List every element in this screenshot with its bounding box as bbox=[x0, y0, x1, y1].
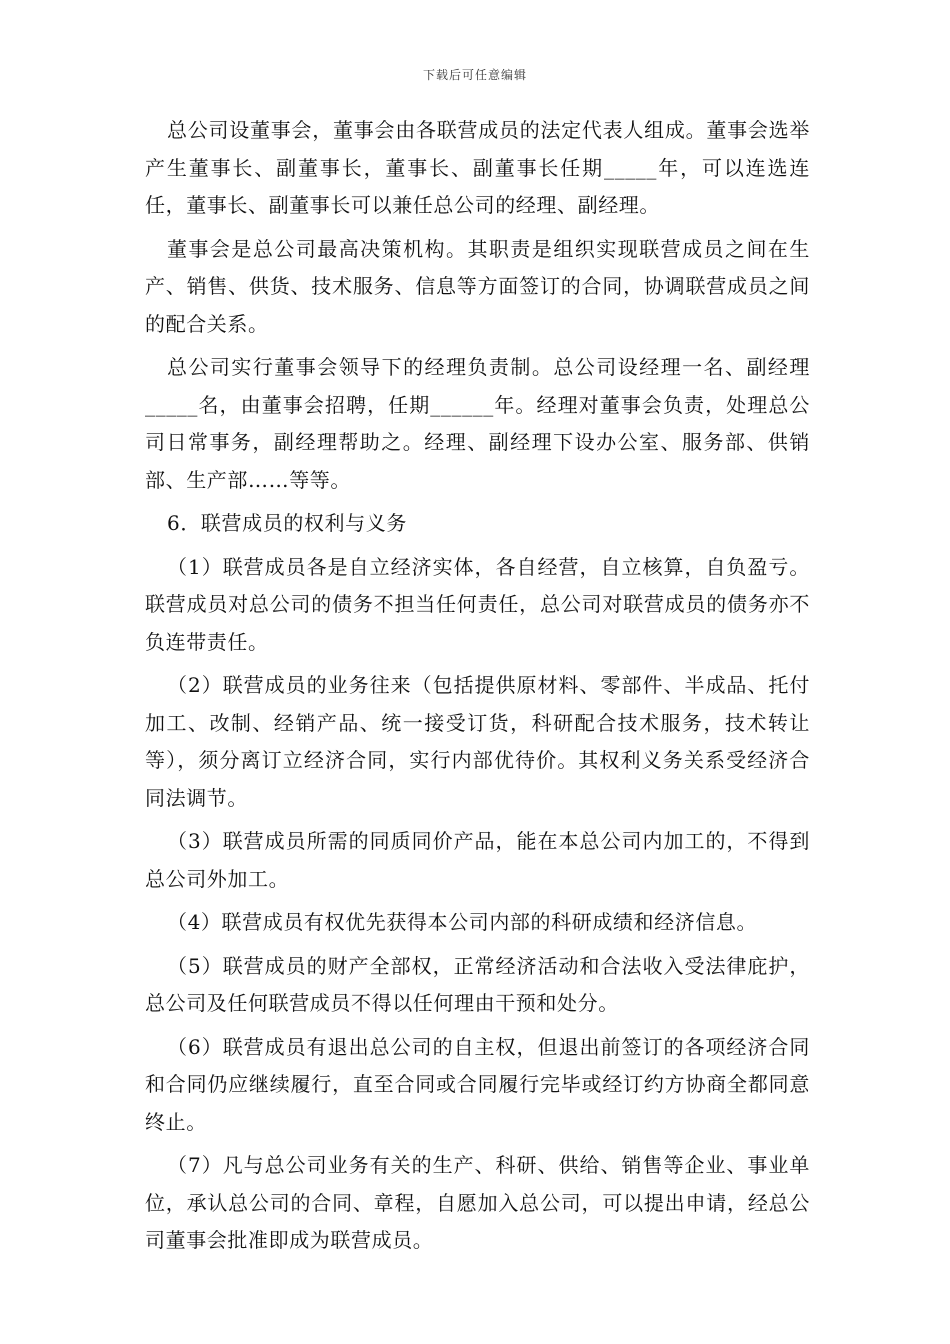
paragraph-item-4: （4）联营成员有权优先获得本公司内部的科研成绩和经济信息。 bbox=[167, 910, 758, 934]
paragraph-item-7: （7）凡与总公司业务有关的生产、科研、供给、销售等企业、事业单位，承认总公司的合同、章程，自愿加入总公司，可以提出申请，经总公司董事会批准即成为联营成员。 bbox=[145, 1153, 810, 1252]
paragraph-board-duties: 董事会是总公司最高决策机构。其职责是组织实现联营成员之间在生产、销售、供货、技术服务、信息等方面签订的合同，协调联营成员之间的配合关系。 bbox=[145, 236, 810, 336]
section-heading-rights-obligations: 6．联营成员的权利与义务 bbox=[167, 511, 407, 535]
paragraph-item-5: （5）联营成员的财产全部权，正常经济活动和合法收入受法律庇护，总公司及任何联营成员不得以任何理由干预和处分。 bbox=[145, 953, 810, 1015]
paragraph-item-3: （3）联营成员所需的同质同价产品，能在本总公司内加工的，不得到总公司外加工。 bbox=[145, 829, 810, 891]
page-header: 下载后可任意编辑 bbox=[422, 68, 527, 82]
paragraph-item-6: （6）联营成员有退出总公司的自主权，但退出前签订的各项经济合同和合同仍应继续履行，直至合同或合同履行完毕或经订约方协商全都同意终止。 bbox=[145, 1034, 810, 1134]
paragraph-item-2: （2）联营成员的业务往来（包括提供原材料、零部件、半成品、托付加工、改制、经销产品、统一接受订货，科研配合技术服务，技术转让等），须分离订立经济合同，实行内部优待价。其权利义务关系受经济合同法调节。 bbox=[145, 673, 810, 810]
paragraph-item-1: （1）联营成员各是自立经济实体，各自经营，自立核算，自负盈亏。联营成员对总公司的债务不担当任何责任，总公司对联营成员的债务亦不负连带责任。 bbox=[145, 554, 810, 654]
document-body bbox=[145, 112, 810, 1266]
paragraph-manager-responsibility: 总公司实行董事会领导下的经理负责制。总公司设经理一名、副经理_____名，由董事会招聘，任期______年。经理对董事会负责，处理总公司日常事务，副经理帮助之。经理、副经理下设办公室、服务部、供销部、生产部……等等。 bbox=[145, 355, 810, 492]
paragraph-board-composition: 总公司设董事会，董事会由各联营成员的法定代表人组成。董事会选举产生董事长、副董事长，董事长、副董事长任期_____年，可以连选连任，董事长、副董事长可以兼任总公司的经理、副经理。 bbox=[145, 118, 810, 217]
